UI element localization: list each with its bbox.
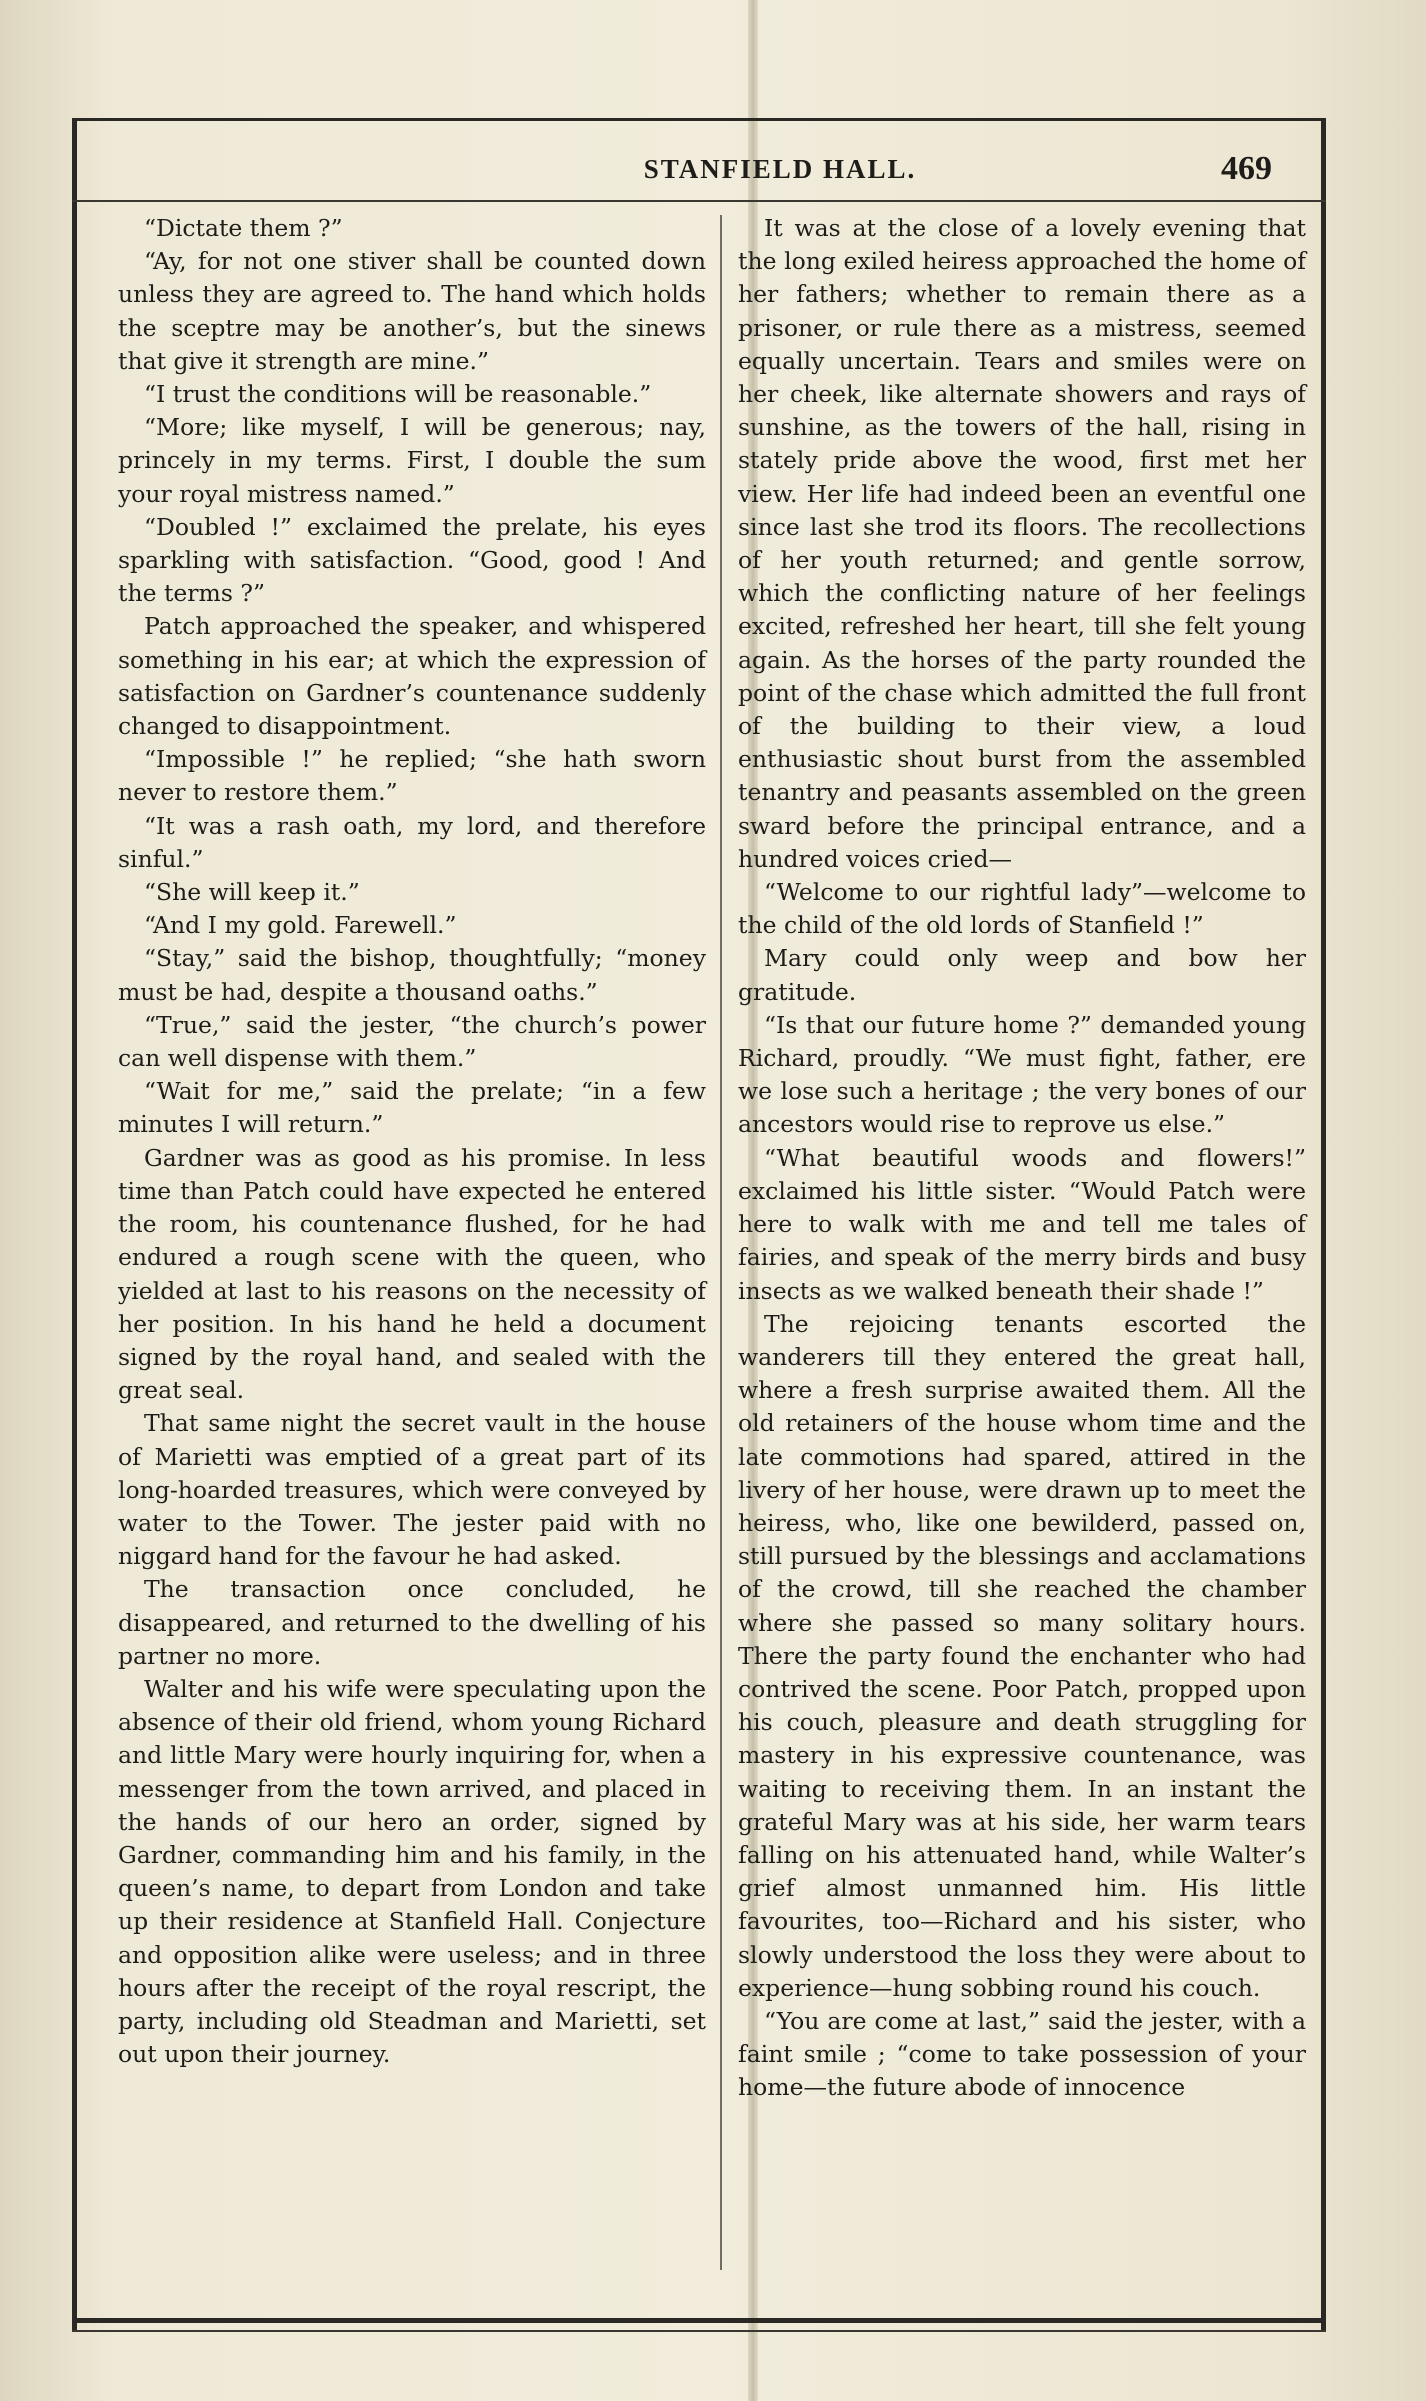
column-divider — [720, 215, 722, 2270]
paragraph: “And I my gold. Farewell.” — [144, 911, 457, 940]
paragraph: “True,” said the jester, “the church’s power can well dispense with them.” — [118, 1010, 706, 1073]
paragraph: “She will keep it.” — [144, 878, 360, 907]
paragraph: “Stay,” said the bishop, thoughtfully; “money must be had, despite a thousand oaths.” — [118, 944, 706, 1006]
bottom-rule-thin — [72, 2330, 1326, 2332]
paragraph: The transaction once concluded, he disappeared, and returned to the dwelling of his partner no more. — [118, 1575, 706, 1670]
paragraph: Patch approached the speaker, and whispered something in his ear; at which the expression of satisfaction on Gardner’s countenance suddenly changed to disappointment. — [118, 612, 706, 741]
page-number: 469 — [1221, 150, 1272, 187]
bottom-rule — [72, 2318, 1326, 2323]
left-column — [118, 212, 706, 2071]
paragraph: “You are come at last,” said the jester, with a faint smile ; “come to take possession of your home—the future abode of innocence — [738, 2006, 1306, 2102]
paragraph: Gardner was as good as his promise. In less time than Patch could have expected he entered the room, his countenance flushed, for he had endured a rough scene with the queen, who yielded at last to his reasons on the necessity of her position. In his hand he held a document signed by the royal hand, and sealed with the great seal. — [118, 1143, 706, 1405]
paragraph: “More; like myself, I will be generous; nay, princely in my terms. First, I double the sum your royal mistress named.” — [118, 413, 706, 508]
page-header — [110, 150, 1310, 192]
running-head: STANFIELD HALL. — [643, 154, 917, 184]
paragraph: “Doubled !” exclaimed the prelate, his eyes sparkling with satisfaction. “Good, good ! And the terms ?” — [118, 512, 706, 608]
paragraph: “Impossible !” he replied; “she hath sworn never to restore them.” — [118, 745, 706, 807]
paragraph: “It was a rash oath, my lord, and therefore sinful.” — [118, 811, 706, 873]
paragraph: “Welcome to our rightful lady”—welcome to the child of the old lords of Stanfield !” — [738, 878, 1306, 940]
paragraph: The rejoicing tenants escorted the wanderers till they entered the great hall, where a fresh surprise awaited them. All the old retainers of the house whom time and the late commotions had spared, attired in the livery of her house, were drawn up to meet the heiress, who, like one bewilderd, passed on, still pursued by the blessings and acclamations of the crowd, till she reached the chamber where she passed so many solitary hours. There the party found the enchanter who had contrived the scene. Poor Patch, propped upon his couch, pleasure and death struggling for mastery in his expressive countenance, was waiting to receiving them. In an instant the grateful Mary was at his side, her warm tears falling on his attenuated hand, while Walter’s grief almost unmanned him. His little favourites, too—Richard and his sister, who slowly understood the loss they were about to experience—hung sobbing round his couch. — [738, 1309, 1306, 2002]
paragraph: Mary could only weep and bow her gratitude. — [738, 944, 1306, 1006]
paragraph: It was at the close of a lovely evening that the long exiled heiress approached the home of her fathers; whether to remain there as a prisoner, or rule there as a mistress, seemed equally uncertain. Tears and smiles were on her cheek, like alternate showers and rays of sunshine, as the towers of the hall, rising in stately pride above the wood, first met her view. Her life had indeed been an eventful one since last she trod its floors. The recollections of her youth returned; and gentle sorrow, which the conflicting nature of her feelings excited, refreshed her heart, till she felt young again. As the horses of the party rounded the point of the chase which admitted the full front of the building to their view, a loud enthusiastic shout burst from the assembled tenantry and peasants assembled on the green sward before the principal entrance, and a hundred voices cried— — [738, 214, 1306, 873]
paragraph: “Is that our future home ?” demanded young Richard, proudly. “We must fight, father, ere we lose such a heritage ; the very bones of our ancestors would rise to reprove us else.” — [738, 1010, 1306, 1139]
paragraph: “I trust the conditions will be reasonable.” — [144, 380, 652, 409]
paragraph: “Wait for me,” said the prelate; “in a few minutes I will return.” — [118, 1077, 706, 1139]
top-rule — [72, 118, 1326, 121]
paragraph: That same night the secret vault in the house of Marietti was emptied of a great part of its long-hoarded treasures, which were conveyed by water to the Tower. The jester paid with no niggard hand for the favour he had asked. — [118, 1409, 706, 1571]
paragraph: Walter and his wife were speculating upon the absence of their old friend, whom young Richard and little Mary were hourly inquiring for, when a messenger from the town arrived, and placed in the hands of our hero an order, signed by Gardner, commanding him and his family, in the queen’s name, to depart from London and take up their residence at Stanfield Hall. Conjecture and opposition alike were useless; and in three hours after the receipt of the royal rescript, the party, including old Steadman and Marietti, set out upon their journey. — [118, 1674, 706, 2069]
paragraph: “Dictate them ?” — [144, 214, 343, 242]
header-rule — [72, 200, 1326, 202]
paragraph: “What beautiful woods and flowers!” exclaimed his little sister. “Would Patch were here to walk with me and tell me tales of fairies, and speak of the merry birds and busy insects as we walked beneath their shade !” — [738, 1143, 1306, 1305]
paragraph: “Ay, for not one stiver shall be counted down unless they are agreed to. The hand which holds the sceptre may be another’s, but the sinews that give it strength are mine.” — [118, 247, 706, 375]
right-column — [738, 212, 1306, 2105]
